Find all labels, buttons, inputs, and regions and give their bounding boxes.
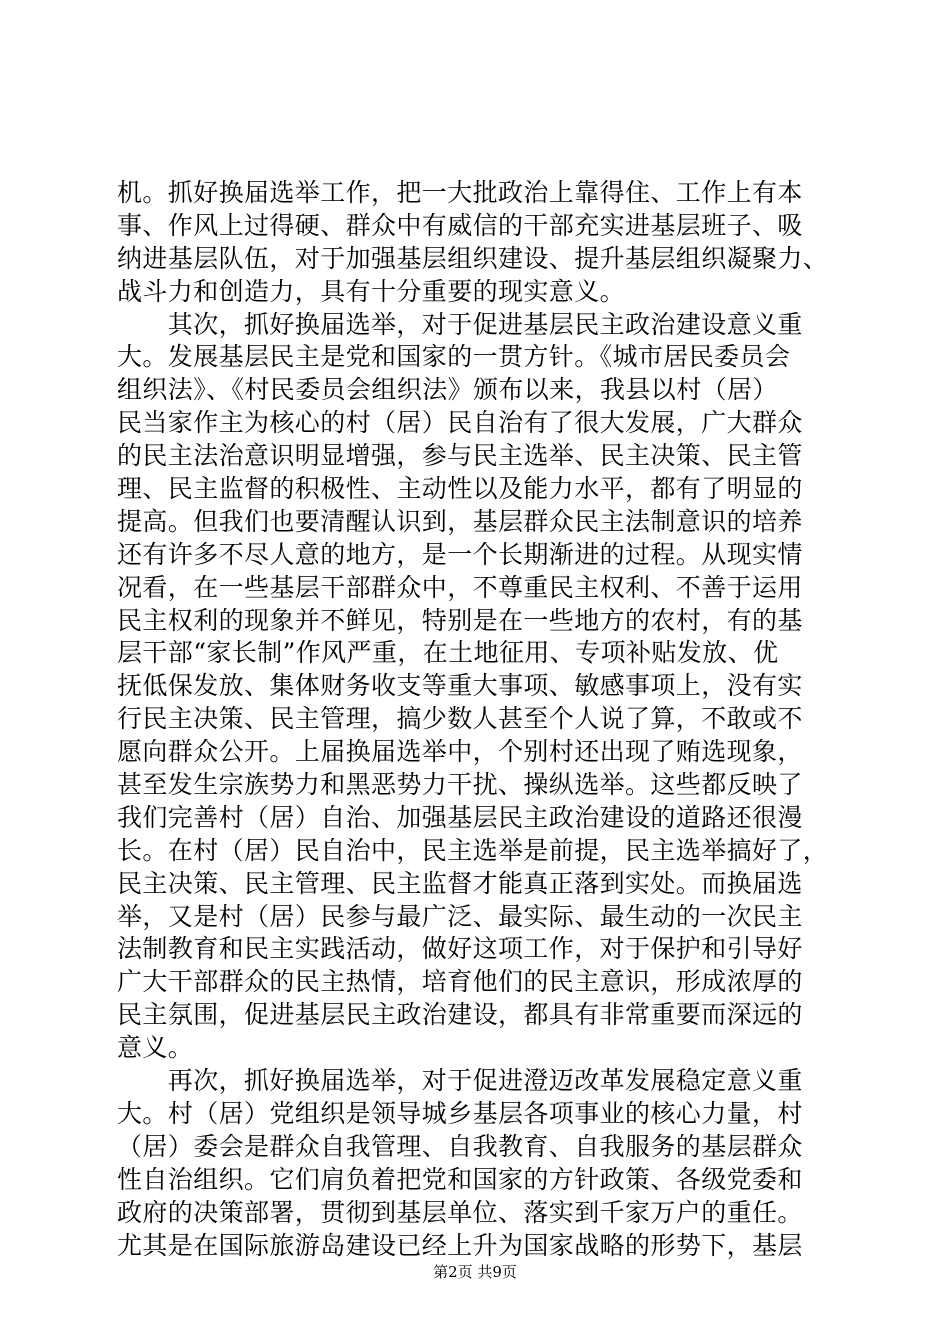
text-line: 战斗力和创造力，具有十分重要的现实意义。 — [117, 276, 626, 306]
text-line: 民主决策、民主管理、民主监督才能真正落到实处。而换届选 — [117, 868, 803, 898]
text-line: 事、作风上过得硬、群众中有威信的干部充实进基层班子、吸 — [117, 210, 803, 240]
text-line: 其次，抓好换届选举，对于促进基层民主政治建设意义重 — [117, 309, 803, 339]
text-line: （居）委会是群众自我管理、自我教育、自我服务的基层群众 — [117, 1131, 803, 1161]
text-line: 民当家作主为核心的村（居）民自治有了很大发展，广大群众 — [117, 408, 803, 438]
text-line: 政府的决策部署，贯彻到基层单位、落实到千家万户的重任。 — [117, 1197, 803, 1227]
text-line: 再次，抓好换届选举，对于促进澄迈改革发展稳定意义重 — [117, 1066, 803, 1096]
text-line: 况看，在一些基层干部群众中，不尊重民主权利、不善于运用 — [117, 572, 803, 602]
text-line: 我们完善村（居）自治、加强基层民主政治建设的道路还很漫 — [117, 802, 803, 832]
text-line: 性自治组织。它们肩负着把党和国家的方针政策、各级党委和 — [117, 1164, 803, 1194]
text-line: 举，又是村（居）民参与最广泛、最实际、最生动的一次民主 — [117, 901, 803, 931]
text-line: 广大干部群众的民主热情，培育他们的民主意识，形成浓厚的 — [117, 967, 803, 997]
text-line: 民主氛围，促进基层民主政治建设，都具有非常重要而深远的 — [117, 1000, 803, 1030]
text-line: 抚低保发放、集体财务收支等重大事项、敏感事项上，没有实 — [117, 671, 803, 701]
text-line: 层干部“家长制”作风严重，在土地征用、专项补贴发放、优 — [117, 638, 779, 668]
document-body — [117, 177, 837, 1262]
page-number-footer: 第2页 共9页 — [433, 1263, 517, 1281]
text-line: 法制教育和民主实践活动，做好这项工作，对于保护和引导好 — [117, 934, 803, 964]
text-line: 尤其是在国际旅游岛建设已经上升为国家战略的形势下，基层 — [117, 1230, 803, 1260]
text-line: 组织法》、《村民委员会组织法》颁布以来，我县以村（居） — [117, 375, 778, 405]
text-line: 机。抓好换届选举工作，把一大批政治上靠得住、工作上有本 — [117, 178, 803, 207]
text-line: 还有许多不尽人意的地方，是一个长期渐进的过程。从现实情 — [117, 539, 803, 569]
text-line: 纳进基层队伍，对于加强基层组织建设、提升基层组织凝聚力、 — [117, 243, 829, 273]
text-line: 民主权利的现象并不鲜见，特别是在一些地方的农村，有的基 — [117, 605, 803, 635]
text-line: 甚至发生宗族势力和黑恶势力干扰、操纵选举。这些都反映了 — [117, 770, 803, 800]
text-line: 的民主法治意识明显增强，参与民主选举、民主决策、民主管 — [117, 441, 803, 471]
text-line: 行民主决策、民主管理，搞少数人甚至个人说了算，不敢或不 — [117, 704, 803, 734]
text-line: 提高。但我们也要清醒认识到，基层群众民主法制意识的培养 — [117, 506, 803, 536]
text-line: 长。在村（居）民自治中，民主选举是前提，民主选举搞好了， — [117, 835, 829, 865]
text-line: 大。发展基层民主是党和国家的一贯方针。《城市居民委员会 — [117, 342, 791, 372]
text-line: 愿向群众公开。上届换届选举中，个别村还出现了贿选现象， — [117, 737, 803, 767]
text-line: 理、民主监督的积极性、主动性以及能力水平，都有了明显的 — [117, 474, 803, 504]
text-line: 大。村（居）党组织是领导城乡基层各项事业的核心力量，村 — [117, 1098, 803, 1128]
text-line: 意义。 — [117, 1033, 194, 1063]
